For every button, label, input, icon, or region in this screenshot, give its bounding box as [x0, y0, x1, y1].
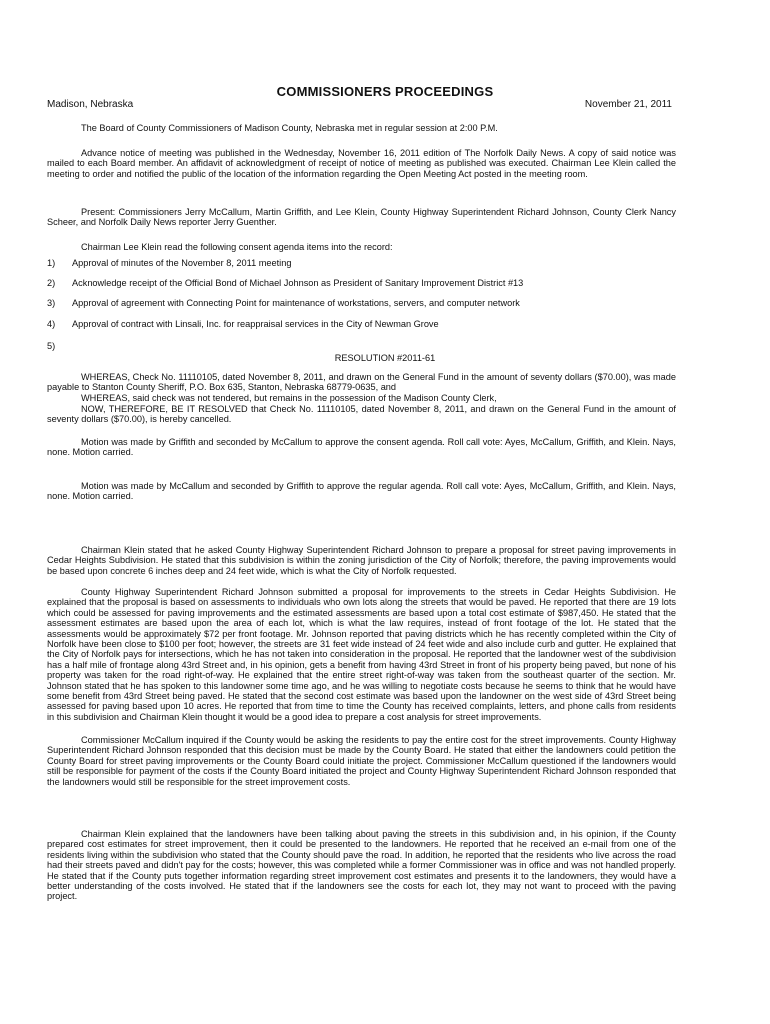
- agenda-item-number: 2): [47, 278, 56, 288]
- discussion-paragraph-2: County Highway Superintendent Richard Johnson submitted a proposal for improvements to the streets in Cedar Heights Subdivision. He explained that the proposal is based on assessments to individuals who own lots along the streets that would be paved. He reported that there are 19 lots which could be assessed for paving improvements and the estimated assessments are based upon a total cost estimate of $987,450. He stated that the assessment estimates are based upon the area of each lot, which is what the law requires, instead of front footage of the lot. He stated that the assessments would be approximately $72 per front footage. Mr. Johnson reported that paving districts which he has recently completed within the City of Norfolk have been close to $100 per foot; however, the streets are 31 feet wide instead of 24 feet wide and also include curb and gutter. He explained that the City of Norfolk pays for intersections, which he has not taken into consideration in the proposal. He reported that the landowner west of the subdivision has a half mile of frontage along 43rd Street and, in his opinion, gets a benefit from having 43rd Street in front of his property being paved, but none of his property was taken for the road right-of-way. He explained that the entire street right-of-way was taken from the southeast quarter of the section. Mr. Johnson stated that he has spoken to this landowner some time ago, and he was willing to negotiate costs because he seems to think that he would have some benefit from 43rd Street being paved. He stated that the second cost estimate was based upon the landowner on the west side of 43rd Street being assessed for paving based upon 10 acres. He reported that from time to time the County has received complaints, letters, and phone calls from residents in this subdivision and Chairman Klein thought it would be a good idea to prepare a cost analysis for street improvements.: [47, 587, 676, 722]
- agenda-item: [47, 278, 676, 288]
- consent-intro-paragraph: Chairman Lee Klein read the following consent agenda items into the record:: [81, 242, 393, 252]
- agenda-item-number: 1): [47, 258, 56, 268]
- regular-motion-paragraph: Motion was made by McCallum and seconded by Griffith to approve the regular agenda. Roll call vote: Ayes, McCallum, Griffith, and Klein. Nays, none. Motion carried.: [47, 481, 676, 502]
- agenda-item-number: 5): [47, 341, 56, 351]
- resolution-whereas-2: WHEREAS, said check was not tendered, but remains in the possession of the Madison County Clerk,: [81, 393, 497, 403]
- resolution-whereas-1: WHEREAS, Check No. 11110105, dated November 8, 2011, and drawn on the General Fund in the amount of seventy dollars ($70.00), was made payable to Stanton County Sheriff, P.O. Box 635, Stanton, Nebraska 68779-0635, and: [47, 372, 676, 393]
- intro-paragraph: The Board of County Commissioners of Madison County, Nebraska met in regular session at 2:00 P.M.: [81, 123, 498, 133]
- present-paragraph: Present: Commissioners Jerry McCallum, Martin Griffith, and Lee Klein, County Highway Superintendent Richard Johnson, County Clerk Nancy Scheer, and Norfolk Daily News reporter Jerry Guenther.: [47, 207, 676, 228]
- agenda-item-number: 3): [47, 298, 56, 308]
- page-title: COMMISSIONERS PROCEEDINGS: [276, 84, 494, 99]
- discussion-paragraph-4: Chairman Klein explained that the landowners have been talking about paving the streets in this subdivision and, in his opinion, if the County prepared cost estimates for street improvement, then it could be presented to the landowners. He reported that he received an e-mail from one of the residents living within the subdivision who stated that the County should pave the road. In addition, he reported that the residents who live across the road had their streets paved and didn't pay for the costs; however, this was completed while a former Commissioner was in office and was not handled properly. He stated that if the County puts together information regarding street improvement cost estimates and presents it to the landowners, they would have a better understanding of the costs involved. He stated that if the landowners see the costs for each lot, they may not want to proceed with the paving project.: [47, 829, 676, 902]
- meeting-date: November 21, 2011: [584, 99, 672, 110]
- meeting-location: Madison, Nebraska: [47, 99, 134, 110]
- resolution-title: RESOLUTION #2011-61: [334, 353, 436, 363]
- agenda-item: [47, 258, 676, 268]
- consent-motion-paragraph: Motion was made by Griffith and seconded by McCallum to approve the consent agenda. Roll call vote: Ayes, McCallum, Griffith, and Klein. Nays, none. Motion carried.: [47, 437, 676, 458]
- agenda-item: [47, 319, 676, 329]
- discussion-paragraph-1: Chairman Klein stated that he asked County Highway Superintendent Richard Johnson to prepare a proposal for street paving improvements in Cedar Heights Subdivision. He stated that this subdivision is within the zoning jurisdiction of the City of Norfolk; therefore, the paving improvements would be based upon concrete 6 inches deep and 24 feet wide, which is what the City of Norfolk requested.: [47, 545, 676, 576]
- notice-paragraph: Advance notice of meeting was published in the Wednesday, November 16, 2011 edition of The Norfolk Daily News. A copy of said notice was mailed to each Board member. An affidavit of acknowledgment of receipt of notice of meeting as published was executed. Chairman Lee Klein called the meeting to order and notified the public of the location of the information regarding the Open Meeting Act posted in the meeting room.: [47, 148, 676, 179]
- agenda-item: [47, 298, 676, 308]
- agenda-item-text: Approval of agreement with Connecting Point for maintenance of workstations, servers, and computer network: [72, 298, 520, 308]
- agenda-item-number: 4): [47, 319, 56, 329]
- agenda-item-text: Acknowledge receipt of the Official Bond of Michael Johnson as President of Sanitary Improvement District #13: [72, 278, 524, 288]
- agenda-item-text: Approval of minutes of the November 8, 2011 meeting: [72, 258, 292, 268]
- agenda-item: [47, 341, 676, 351]
- resolution-therefore: NOW, THEREFORE, BE IT RESOLVED that Check No. 11110105, dated November 8, 2011, and drawn on the General Fund in the amount of seventy dollars ($70.00), is hereby cancelled.: [47, 404, 676, 425]
- discussion-paragraph-3: Commissioner McCallum inquired if the County would be asking the residents to pay the entire cost for the street improvements. County Highway Superintendent Richard Johnson responded that this decision must be made by the County Board. He stated that either the landowners could petition the County Board for street paving improvements or the County Board could initiate the project. Commissioner McCallum questioned if the landowners would still be responsible for payment of the costs if the County Board initiated the project and County Highway Superintendent Richard Johnson responded that the landowners would still be responsible for the street improvement costs.: [47, 735, 676, 787]
- agenda-item-text: Approval of contract with Linsali, Inc. for reappraisal services in the City of Newman Grove: [72, 319, 439, 329]
